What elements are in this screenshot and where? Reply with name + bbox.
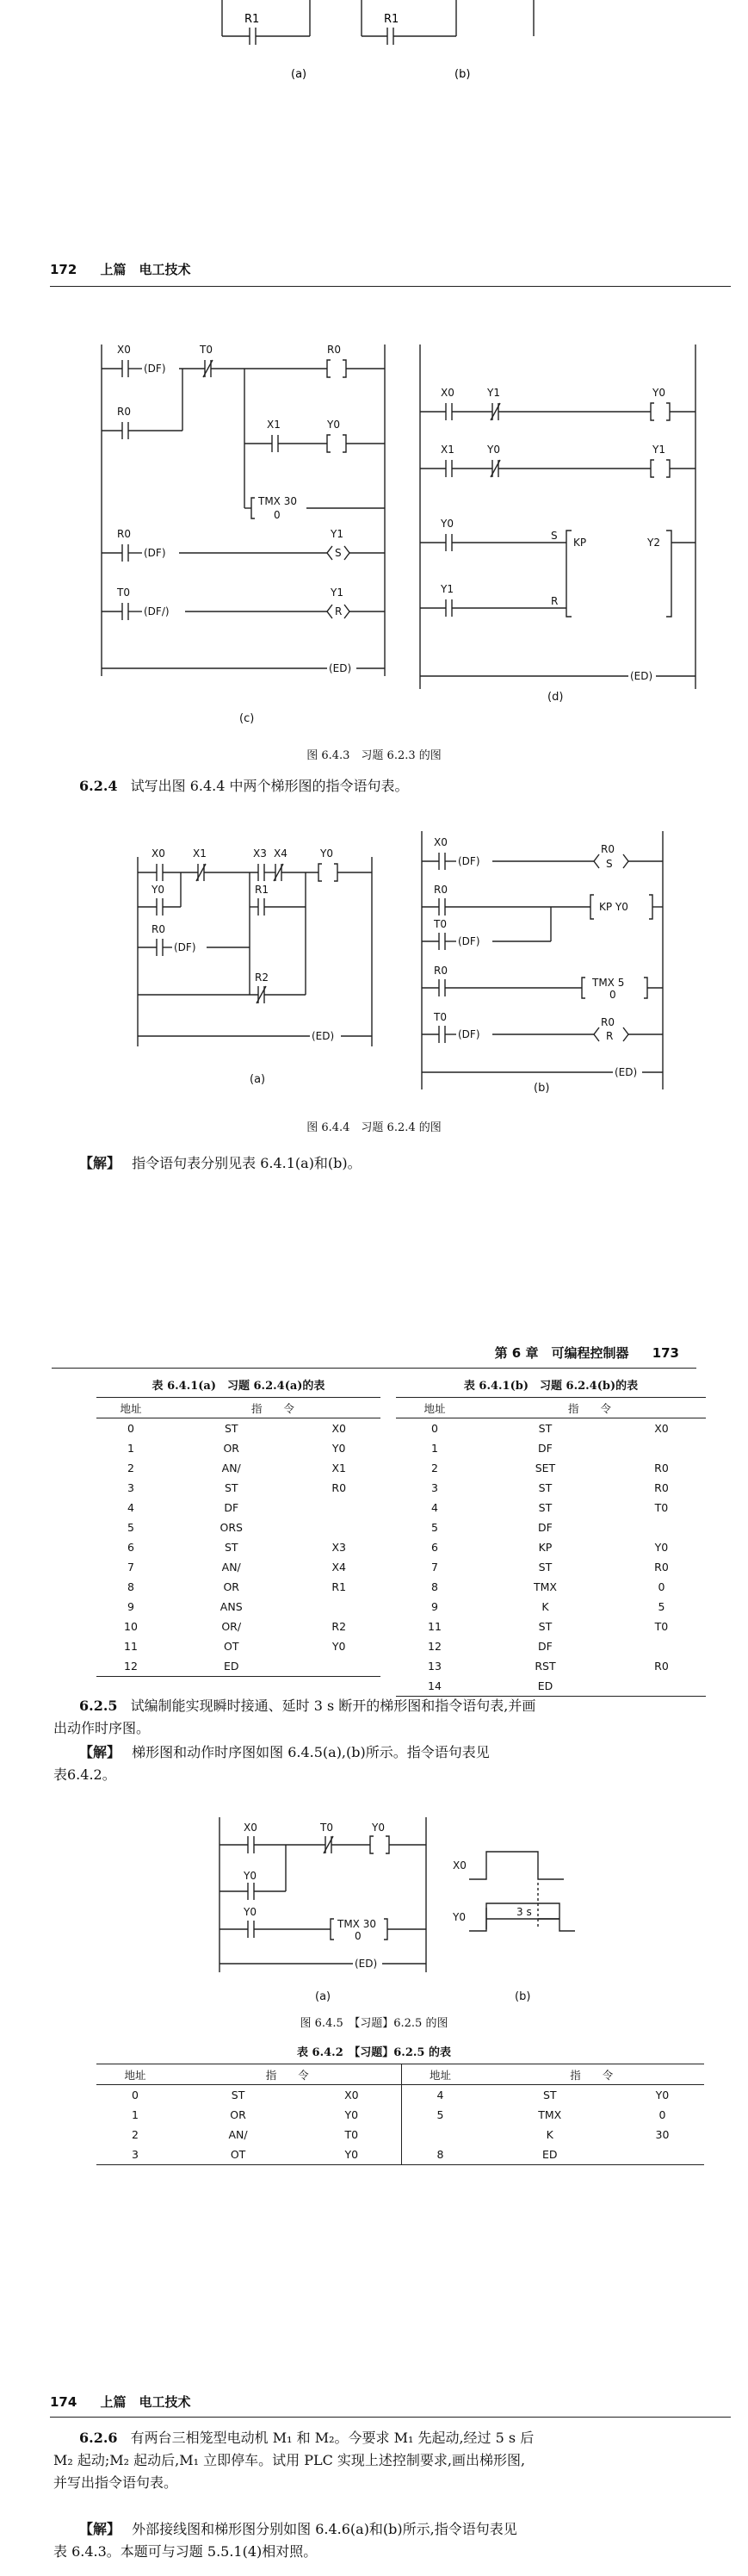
figure-6-4-5 bbox=[0, 1800, 748, 2007]
table-cell: DF bbox=[538, 1521, 553, 1534]
fig-c-r0: R0 bbox=[327, 344, 341, 356]
table-6-4-2-caption: 表 6.4.2 【习题】6.2.5 的表 bbox=[297, 2046, 451, 2059]
table-cell: ST bbox=[538, 1422, 553, 1435]
fig-b-df: (DF) bbox=[458, 855, 480, 867]
question-line-1 bbox=[53, 1695, 708, 1717]
fig-d-ed: (ED) bbox=[630, 670, 653, 682]
header-rule bbox=[52, 1368, 696, 1369]
fig-a-x1: X1 bbox=[193, 847, 207, 860]
fig-d-y1b: Y1 bbox=[652, 444, 665, 456]
solution-line-1 bbox=[53, 1741, 708, 1764]
table-cell: ST bbox=[538, 1481, 553, 1494]
table-cell: ST bbox=[224, 1481, 238, 1494]
fig5-sub-b: (b) bbox=[515, 1990, 531, 2003]
fig-c-r0b: R0 bbox=[117, 406, 131, 418]
table-cell: ST bbox=[538, 1620, 553, 1633]
fig5-a-t0: T0 bbox=[320, 1822, 333, 1834]
table-cell: DF bbox=[224, 1501, 239, 1514]
table-cell: ST bbox=[542, 2089, 557, 2101]
fig-b-df2: (DF) bbox=[458, 935, 480, 947]
table-cell: 6 bbox=[127, 1541, 134, 1554]
fig-a-df: (DF) bbox=[174, 941, 196, 953]
col-address: 地址 bbox=[96, 2064, 174, 2085]
table-cell: X3 bbox=[331, 1541, 346, 1554]
question-text-1: 有两台三相笼型电动机 M₁ 和 M₂。今要求 M₁ 先起动,经过 5 s 后 bbox=[130, 2430, 535, 2446]
fig-c-t0b: T0 bbox=[117, 587, 130, 599]
table-cell: ST bbox=[231, 2089, 245, 2101]
table-cell: AN/ bbox=[221, 1462, 241, 1474]
top-r1-label: R1 bbox=[244, 13, 260, 26]
page173-header bbox=[495, 1344, 679, 1362]
fig-c-x1: X1 bbox=[267, 419, 281, 431]
table-row bbox=[96, 1518, 380, 1537]
table-cell: 7 bbox=[431, 1561, 438, 1574]
fig5-a-tmx: TMX 30 bbox=[337, 1918, 376, 1930]
table-cell: 30 bbox=[655, 2128, 670, 2141]
figure-6-4-4-caption: 图 6.4.4 习题 6.2.4 的图 bbox=[306, 1121, 442, 1134]
table-cell: R0 bbox=[654, 1462, 669, 1474]
table-cell: K bbox=[541, 1600, 549, 1613]
table-cell bbox=[401, 2125, 479, 2145]
table-cell: ST bbox=[538, 1561, 553, 1574]
fig-a-x3: X3 bbox=[253, 847, 267, 860]
table-cell: ST bbox=[224, 1541, 238, 1554]
fig5-a-y0: Y0 bbox=[372, 1822, 385, 1834]
table-cell: 8 bbox=[127, 1580, 134, 1593]
fig5-a-x0: X0 bbox=[244, 1822, 257, 1834]
table-row bbox=[96, 1656, 380, 1677]
fig-d-y2: Y2 bbox=[647, 537, 660, 549]
table-cell: 13 bbox=[428, 1660, 442, 1673]
table-cell: 4 bbox=[127, 1501, 134, 1514]
fig-c-tmx: TMX 30 bbox=[258, 495, 297, 507]
question-text: 试写出图 6.4.4 中两个梯形图的指令语句表。 bbox=[130, 778, 409, 794]
table-cell: 8 bbox=[431, 1580, 438, 1593]
solution-text-1: 梯形图和动作时序图如图 6.4.5(a),(b)所示。指令语句表见 bbox=[132, 1744, 490, 1760]
table-cell: 1 bbox=[431, 1442, 438, 1455]
table-cell: 5 bbox=[431, 1521, 438, 1534]
header-rule bbox=[50, 2417, 731, 2418]
table-6-4-1b-caption: 表 6.4.1(b) 习题 6.2.4(b)的表 bbox=[463, 1380, 639, 1393]
table-cell: 1 bbox=[127, 1442, 134, 1455]
fig-a-ed: (ED) bbox=[312, 1030, 335, 1042]
table-cell: 12 bbox=[428, 1640, 442, 1653]
table-cell: OR bbox=[230, 2108, 246, 2121]
table-row bbox=[96, 1478, 380, 1498]
fig-c-s: S bbox=[335, 547, 342, 559]
fig-c-y1: Y1 bbox=[331, 528, 343, 540]
fig-b-t0: T0 bbox=[434, 918, 447, 930]
table-cell: Y0 bbox=[655, 2089, 670, 2101]
fig-b-r0: R0 bbox=[601, 843, 615, 855]
fig5-a-y0b: Y0 bbox=[244, 1870, 257, 1882]
fig-c-y1b: Y1 bbox=[331, 587, 343, 599]
table-6-4-1a bbox=[96, 1397, 380, 1677]
fig-d-y1: Y1 bbox=[487, 387, 500, 399]
fig-b-tmx: TMX 5 bbox=[592, 977, 625, 989]
table-cell: 14 bbox=[396, 1676, 473, 1697]
table-cell: R0 bbox=[654, 1481, 669, 1494]
table-cell: OR/ bbox=[221, 1620, 242, 1633]
fig-d-s: S bbox=[551, 530, 558, 542]
table-cell: 1 bbox=[132, 2108, 139, 2121]
col-address: 地址 bbox=[96, 1398, 165, 1418]
fig-a-r1: R1 bbox=[255, 884, 269, 896]
fig-d-y1c: Y1 bbox=[441, 583, 454, 595]
page172-header bbox=[50, 260, 698, 278]
table-row bbox=[396, 1458, 706, 1478]
table-cell: 3 bbox=[431, 1481, 438, 1494]
fig5-b-x0: X0 bbox=[453, 1859, 467, 1871]
table-row bbox=[96, 1617, 380, 1636]
table-cell: 5 bbox=[658, 1600, 665, 1613]
table-cell: TMX bbox=[538, 2108, 562, 2121]
fig-a-r2: R2 bbox=[255, 971, 269, 984]
fig-c-tmx-k: 0 bbox=[274, 509, 281, 521]
top-sub-b: (b) bbox=[454, 68, 471, 81]
question-number: 6.2.6 bbox=[79, 2430, 118, 2446]
table-cell: T0 bbox=[654, 1501, 669, 1514]
page-number: 173 bbox=[652, 1345, 679, 1361]
table-row bbox=[396, 1577, 706, 1597]
fig-d-x1: X1 bbox=[441, 444, 454, 456]
table-cell: OT bbox=[174, 2145, 302, 2165]
question-text-2: M₂ 起动;M₂ 起动后,M₁ 立即停车。试用 PLC 实现上述控制要求,画出梯形图, bbox=[53, 2452, 526, 2468]
table-cell: OT bbox=[223, 1640, 239, 1653]
table-cell: AN/ bbox=[221, 1561, 241, 1574]
question-text-2: 出动作时序图。 bbox=[53, 1720, 151, 1736]
figure-6-4-5-caption: 图 6.4.5 【习题】6.2.5 的图 bbox=[300, 2017, 448, 2030]
table-cell: 11 bbox=[428, 1620, 442, 1633]
header-title: 上篇 电工技术 bbox=[100, 262, 191, 277]
solution-text-1: 外部接线图和梯形图分别如图 6.4.6(a)和(b)所示,指令语句表见 bbox=[132, 2521, 517, 2537]
table-cell: OR bbox=[223, 1442, 239, 1455]
fig5-a-tmx-k: 0 bbox=[355, 1930, 362, 1942]
table-cell: Y0 bbox=[344, 2108, 359, 2121]
table-cell: DF bbox=[538, 1442, 553, 1455]
fig-sub-c: (c) bbox=[239, 712, 255, 725]
table-cell: R2 bbox=[331, 1620, 347, 1633]
table-row bbox=[96, 1597, 380, 1617]
fig-b-r0d: R0 bbox=[601, 1016, 615, 1028]
table-cell bbox=[297, 1498, 380, 1518]
fig-a-y0b: Y0 bbox=[151, 884, 164, 896]
fig-d-x0: X0 bbox=[441, 387, 454, 399]
fig-c-dfn: (DF/) bbox=[144, 605, 170, 618]
table-cell bbox=[297, 1656, 380, 1677]
fig5-a-y0c: Y0 bbox=[244, 1906, 257, 1918]
figure-6-4-4 bbox=[0, 814, 748, 1098]
table-6-4-1b bbox=[396, 1397, 706, 1697]
solution-text-2: 表 6.4.3。本题可与习题 5.5.1(4)相对照。 bbox=[53, 2543, 318, 2560]
table-row bbox=[396, 1518, 706, 1537]
table-cell: 0 bbox=[127, 1422, 134, 1435]
fig-d-y0c: Y0 bbox=[441, 518, 454, 530]
fig-b-x0: X0 bbox=[434, 836, 448, 848]
table-cell: OR bbox=[223, 1580, 239, 1593]
table-cell: 3 bbox=[96, 2145, 174, 2165]
table-cell: X0 bbox=[344, 2089, 359, 2101]
fig-d-kp: KP bbox=[573, 537, 587, 549]
table-cell bbox=[617, 1518, 706, 1537]
header-rule bbox=[50, 286, 731, 287]
table-row bbox=[96, 1438, 380, 1458]
table-row bbox=[396, 1498, 706, 1518]
fig-644-sub-a: (a) bbox=[250, 1073, 266, 1086]
top-sub-a: (a) bbox=[291, 68, 307, 81]
table-row bbox=[96, 1577, 380, 1597]
solution-text: 指令语句表分别见表 6.4.1(a)和(b)。 bbox=[132, 1155, 362, 1171]
table-row bbox=[396, 1636, 706, 1656]
table-cell: 2 bbox=[132, 2128, 139, 2141]
table-cell: 0 bbox=[658, 2108, 666, 2121]
table-row bbox=[396, 1537, 706, 1557]
table-cell: 4 bbox=[431, 1501, 438, 1514]
fig-c-x0: X0 bbox=[117, 344, 131, 356]
fig-sub-d: (d) bbox=[547, 691, 564, 704]
table-row bbox=[396, 1656, 706, 1676]
table-cell: 2 bbox=[127, 1462, 134, 1474]
table-row bbox=[96, 1636, 380, 1656]
fig-a-x4: X4 bbox=[274, 847, 287, 860]
table-cell: R0 bbox=[654, 1660, 669, 1673]
table-row bbox=[96, 2105, 704, 2125]
table-cell: Y0 bbox=[331, 1640, 346, 1653]
table-6-4-2 bbox=[96, 2064, 704, 2165]
col-instruction: 指 令 bbox=[473, 1398, 706, 1418]
table-row bbox=[396, 1557, 706, 1577]
table-row bbox=[96, 2085, 704, 2106]
fig-b-tmx-k: 0 bbox=[609, 989, 616, 1001]
solution-tag: 【解】 bbox=[79, 1155, 121, 1171]
table-cell: ORS bbox=[219, 1521, 243, 1534]
fig-c-df: (DF) bbox=[144, 363, 166, 375]
solution-6-2-5 bbox=[53, 1741, 708, 1786]
fig-b-r0b: R0 bbox=[434, 884, 448, 896]
fig-c-t0: T0 bbox=[200, 344, 213, 356]
fig5-b-y0: Y0 bbox=[453, 1911, 466, 1923]
table-cell: 0 bbox=[132, 2089, 139, 2101]
solution-tag: 【解】 bbox=[79, 1744, 121, 1760]
page-number: 172 bbox=[50, 262, 77, 277]
table-row bbox=[396, 1438, 706, 1458]
header-title: 上篇 电工技术 bbox=[100, 2394, 191, 2410]
table-cell: 10 bbox=[124, 1620, 138, 1633]
table-cell: 9 bbox=[431, 1600, 438, 1613]
fig-c-ed: (ED) bbox=[329, 662, 352, 674]
table-cell: 7 bbox=[127, 1561, 134, 1574]
fig-c-r0c: R0 bbox=[117, 528, 131, 540]
table-cell: AN/ bbox=[228, 2128, 248, 2141]
solution-6-2-6 bbox=[53, 2518, 708, 2563]
fig-c-df2: (DF) bbox=[144, 547, 166, 559]
table-cell: X4 bbox=[331, 1561, 346, 1574]
table-row bbox=[96, 1537, 380, 1557]
solution-text-2: 表6.4.2。 bbox=[53, 1766, 116, 1783]
fig-a-y0: Y0 bbox=[320, 847, 333, 860]
table-cell: 5 bbox=[401, 2105, 479, 2125]
table-6-4-1a-caption: 表 6.4.1(a) 习题 6.2.4(a)的表 bbox=[151, 1380, 325, 1393]
table-cell: X0 bbox=[654, 1422, 669, 1435]
table-cell: ED bbox=[473, 1676, 617, 1697]
table-cell: 5 bbox=[127, 1521, 134, 1534]
table-cell: Y0 bbox=[302, 2145, 401, 2165]
question-line-1 bbox=[53, 2427, 708, 2449]
fig-d-r: R bbox=[551, 595, 559, 607]
col-instruction: 指 令 bbox=[165, 1398, 380, 1418]
table-cell: SET bbox=[535, 1462, 556, 1474]
question-text-3: 并写出指令语句表。 bbox=[53, 2474, 178, 2491]
question-number: 6.2.5 bbox=[79, 1698, 118, 1714]
table-row bbox=[396, 1676, 706, 1697]
table-cell: 6 bbox=[431, 1541, 438, 1554]
table-cell bbox=[617, 1636, 706, 1656]
fig-a-x0: X0 bbox=[151, 847, 165, 860]
fig5-a-ed: (ED) bbox=[355, 1958, 378, 1970]
table-cell: K bbox=[546, 2128, 553, 2141]
table-row bbox=[96, 1498, 380, 1518]
col-address-2: 地址 bbox=[401, 2064, 479, 2085]
table-cell: 12 bbox=[96, 1656, 165, 1677]
fig-d-y0: Y0 bbox=[652, 387, 665, 399]
fig-b-r: R bbox=[606, 1030, 614, 1042]
figure-6-4-3-caption: 图 6.4.3 习题 6.2.3 的图 bbox=[306, 749, 442, 762]
fig-b-ed: (ED) bbox=[615, 1066, 638, 1078]
table-cell: R0 bbox=[331, 1481, 347, 1494]
fig-644-sub-b: (b) bbox=[534, 1082, 550, 1095]
table-cell: X0 bbox=[331, 1422, 346, 1435]
question-text-1: 试编制能实现瞬时接通、延时 3 s 断开的梯形图和指令语句表,并画 bbox=[130, 1698, 536, 1714]
solution-line-1 bbox=[53, 2518, 708, 2541]
header-chapter: 第 6 章 可编程控制器 bbox=[494, 1345, 629, 1361]
table-cell: ST bbox=[538, 1501, 553, 1514]
table-cell: ST bbox=[224, 1422, 238, 1435]
table-row bbox=[96, 1418, 380, 1439]
table-cell: RST bbox=[535, 1660, 556, 1673]
table-row bbox=[96, 1458, 380, 1478]
fig-c-r: R bbox=[335, 605, 343, 618]
solution-tag: 【解】 bbox=[79, 2521, 121, 2537]
table-cell: T0 bbox=[344, 2128, 359, 2141]
table-cell: 4 bbox=[401, 2085, 479, 2106]
question-number: 6.2.4 bbox=[79, 778, 118, 794]
table-row bbox=[396, 1597, 706, 1617]
table-cell: X1 bbox=[331, 1462, 346, 1474]
col-instruction: 指 令 bbox=[174, 2064, 401, 2085]
table-cell: 0 bbox=[658, 1580, 665, 1593]
table-cell: 9 bbox=[127, 1600, 134, 1613]
table-cell: 8 bbox=[401, 2145, 479, 2165]
table-cell: Y0 bbox=[331, 1442, 346, 1455]
question-6-2-4 bbox=[79, 775, 409, 798]
fig-b-kp: KP Y0 bbox=[599, 901, 628, 913]
table-cell: 0 bbox=[431, 1422, 438, 1435]
table-cell bbox=[617, 1676, 706, 1697]
table-cell: 3 bbox=[127, 1481, 134, 1494]
top-r1b-label: R1 bbox=[384, 13, 399, 26]
table-cell: Y0 bbox=[654, 1541, 669, 1554]
col-instruction-2: 指 令 bbox=[479, 2064, 704, 2085]
table-cell: 2 bbox=[431, 1462, 438, 1474]
table-row bbox=[396, 1478, 706, 1498]
table-cell: T0 bbox=[654, 1620, 669, 1633]
figure-6-4-3 bbox=[0, 327, 748, 775]
question-6-2-5 bbox=[53, 1695, 708, 1740]
table-row bbox=[396, 1418, 706, 1439]
solution-6-2-4 bbox=[79, 1152, 362, 1175]
table-cell bbox=[297, 1597, 380, 1617]
table-cell: ANS bbox=[219, 1600, 243, 1613]
fig5-b-dur: 3 s bbox=[516, 1906, 532, 1918]
col-address: 地址 bbox=[396, 1398, 473, 1418]
fig-b-s: S bbox=[606, 858, 613, 870]
table-cell: 11 bbox=[124, 1640, 138, 1653]
fig5-sub-a: (a) bbox=[315, 1990, 331, 2003]
fig-a-r0: R0 bbox=[151, 923, 165, 935]
page-number: 174 bbox=[50, 2394, 77, 2410]
table-cell: TMX bbox=[533, 1580, 557, 1593]
question-6-2-6 bbox=[53, 2427, 708, 2494]
fig-b-t0b: T0 bbox=[434, 1011, 447, 1023]
table-cell bbox=[297, 1518, 380, 1537]
table-cell: R1 bbox=[331, 1580, 347, 1593]
fig-c-y0: Y0 bbox=[327, 419, 340, 431]
table-cell: DF bbox=[538, 1640, 553, 1653]
table-row bbox=[96, 1557, 380, 1577]
fig-b-df3: (DF) bbox=[458, 1028, 480, 1040]
table-row bbox=[396, 1617, 706, 1636]
table-cell: R0 bbox=[654, 1561, 669, 1574]
top-fragment bbox=[0, 0, 748, 95]
table-row bbox=[96, 2145, 704, 2165]
table-cell: ED bbox=[479, 2145, 621, 2165]
table-cell: ED bbox=[165, 1656, 297, 1677]
table-row bbox=[96, 2125, 704, 2145]
fig-b-r0c: R0 bbox=[434, 965, 448, 977]
fig-d-y0b: Y0 bbox=[487, 444, 500, 456]
table-cell bbox=[621, 2145, 704, 2165]
page174-header bbox=[50, 2393, 698, 2411]
table-cell bbox=[617, 1438, 706, 1458]
table-cell: KP bbox=[538, 1541, 553, 1554]
